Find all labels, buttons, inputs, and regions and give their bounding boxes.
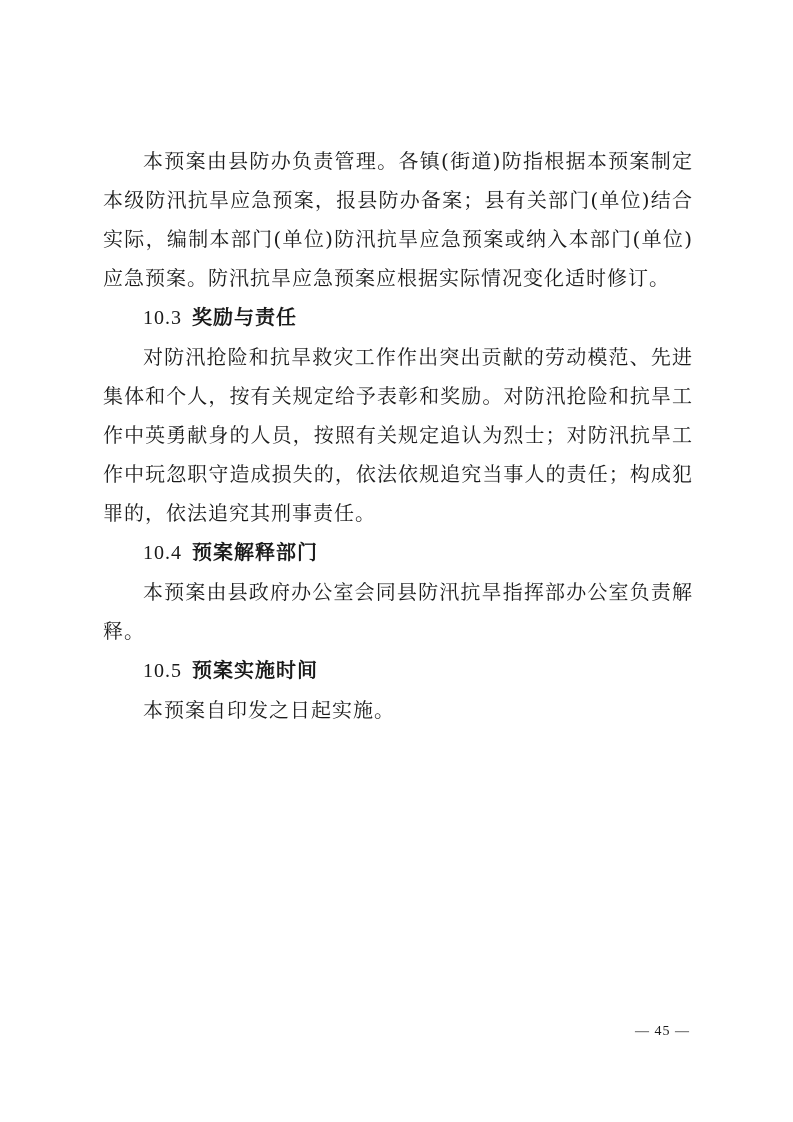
section-title: 奖励与责任 [192,305,297,329]
section-number: 10.3 [143,307,182,329]
paragraph-rewards-responsibility: 对防汛抢险和抗旱救灾工作作出突出贡献的劳动模范、先进集体和个人，按有关规定给予表彰和奖励。对防汛抢险和抗旱工作中英勇献身的人员，按照有关规定追认为烈士；对防汛抗旱工作中玩忽职守造成损失的，依法依规追究当事人的责任；构成犯罪的，依法追究其刑事责任。 [103,345,693,525]
section-number: 10.4 [143,542,182,564]
document-body [103,142,693,730]
section-title: 预案解释部门 [192,540,318,564]
section-number: 10.5 [143,660,182,682]
section-heading-10-5 [103,651,693,691]
paragraph-effective-date: 本预案自印发之日起实施。 [143,698,395,722]
section-heading-10-4 [103,533,693,573]
paragraph-plan-management: 本预案由县防办负责管理。各镇(街道)防指根据本预案制定本级防汛抗旱应急预案，报县防办备案；县有关部门(单位)结合实际，编制本部门(单位)防汛抗旱应急预案或纳入本部门(单位)应急预案。防汛抗旱应急预案应根据实际情况变化适时修订。 [103,149,693,290]
section-heading-10-3 [103,298,693,338]
page-number: — 45 — [635,1024,690,1039]
paragraph-interpretation: 本预案由县政府办公室会同县防汛抗旱指挥部办公室负责解释。 [103,580,693,643]
section-title: 预案实施时间 [192,658,318,682]
